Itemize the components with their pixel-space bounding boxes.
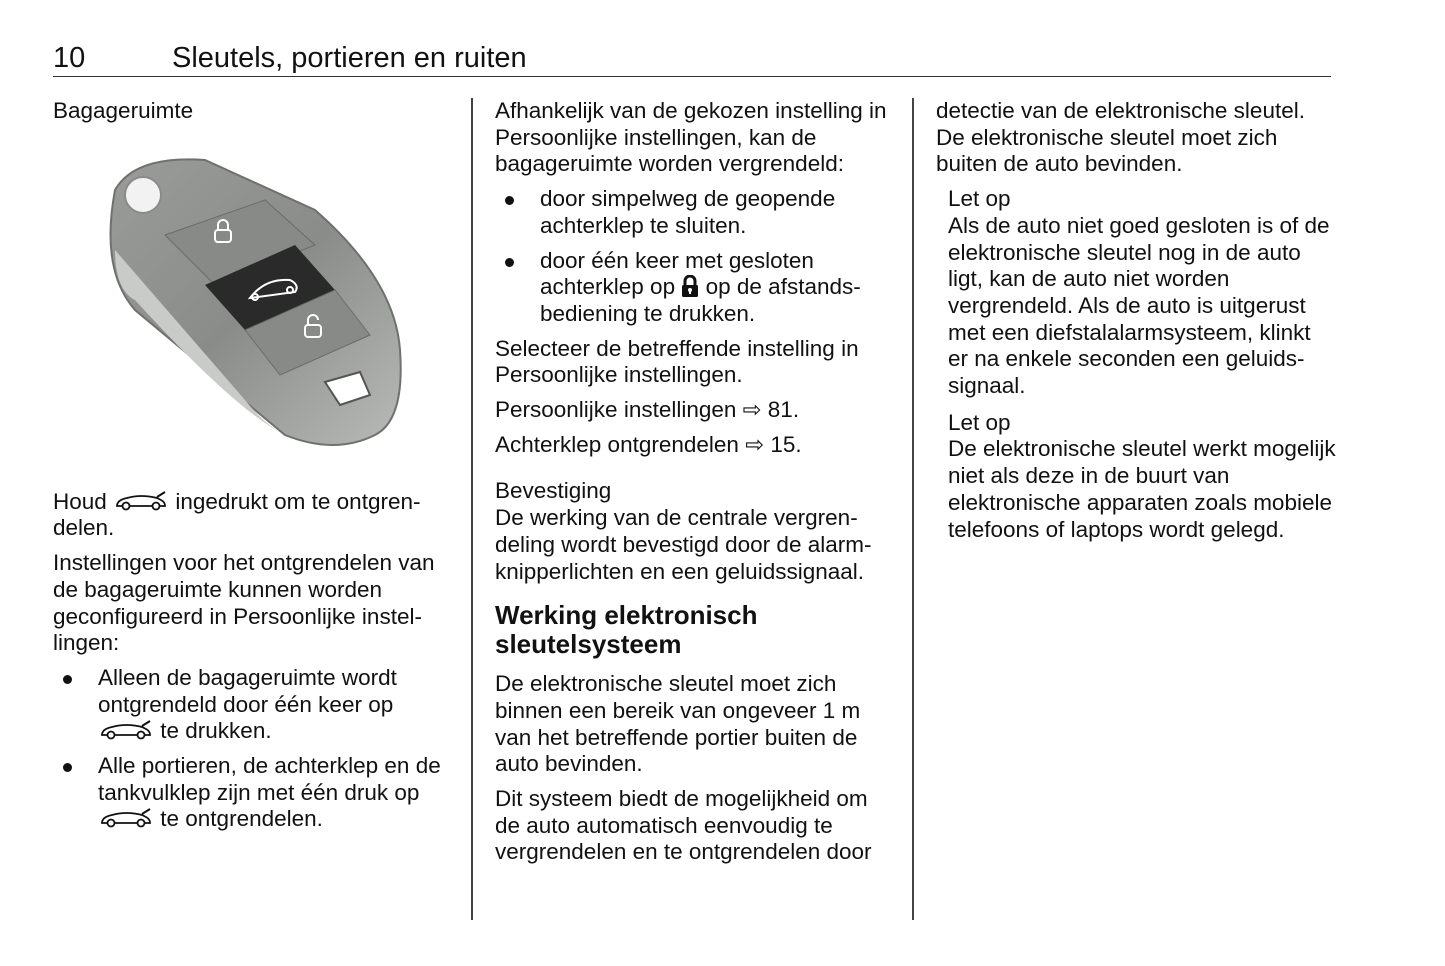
column-divider bbox=[912, 98, 914, 920]
bullet-icon bbox=[63, 763, 72, 772]
list-item: door simpelweg de geopende achterklep te sluiten. bbox=[495, 186, 895, 239]
tailgate-icon bbox=[98, 719, 154, 741]
paragraph: Dit systeem biedt de mogelijkheid om de auto automatisch eenvoudig te vergrendelen en te ontgrendelen door bbox=[495, 786, 872, 865]
note-title: Let op bbox=[948, 186, 1011, 212]
list-item: door één keer met gesloten achterklep op op de afstands-bediening te drukken. bbox=[495, 248, 895, 328]
bullet-list bbox=[495, 186, 895, 328]
tailgate-icon bbox=[113, 490, 169, 512]
bullet-list bbox=[53, 665, 453, 833]
subheading-bevestiging: Bevestiging bbox=[495, 478, 612, 504]
tailgate-icon bbox=[98, 807, 154, 829]
paragraph: Selecteer de betreffende instelling in Persoonlijke instellingen. bbox=[495, 335, 859, 388]
note-box bbox=[936, 186, 1336, 400]
section-title: Werking elektronisch sleutelsysteem bbox=[495, 600, 758, 660]
page-number: 10 bbox=[53, 42, 86, 74]
list-item: Alle portieren, de achterklep en de tankvulklep zijn met één druk op te ontgrendelen. bbox=[53, 753, 453, 833]
paragraph: Afhankelijk van de gekozen instelling in Persoonlijke instellingen, kan de bagageruimte worden vergrendeld: bbox=[495, 98, 887, 177]
note-title: Let op bbox=[948, 409, 1011, 435]
keyfob-illustration bbox=[95, 150, 415, 460]
column-2 bbox=[495, 98, 895, 874]
chapter-title: Sleutels, portieren en ruiten bbox=[172, 42, 527, 74]
page-header bbox=[53, 40, 1331, 77]
note-text: De elektronische sleutel werkt mogelijk niet als deze in de buurt van elektronische apparaten zoals mobiele telefoons of laptops wordt gelegd. bbox=[948, 436, 1336, 542]
column-divider bbox=[471, 98, 473, 920]
column-3 bbox=[936, 98, 1336, 553]
paragraph: Instellingen voor het ontgrendelen van de bagageruimte kunnen worden geconfigureerd in Persoonlijke instel-lingen: bbox=[53, 550, 435, 656]
paragraph: Houd ingedrukt om te ontgren-delen. bbox=[53, 488, 421, 541]
list-item: Alleen de bagageruimte wordt ontgrendeld door één keer op te drukken. bbox=[53, 665, 453, 745]
bullet-icon bbox=[505, 258, 514, 267]
lock-icon bbox=[681, 275, 699, 297]
cross-reference[interactable]: Persoonlijke instellingen ⇨ 81. bbox=[495, 397, 800, 423]
bullet-icon bbox=[63, 675, 72, 684]
cross-reference[interactable]: Achterklep ontgrendelen ⇨ 15. bbox=[495, 431, 802, 457]
note-box bbox=[936, 410, 1336, 544]
note-text: Als de auto niet goed gesloten is of de elektronische sleutel nog in de auto ligt, kan de auto niet worden vergrendeld. Als de auto is uitgerust met een diefstalalarmsysteem, klinkt er na enkele seconden een geluids-signaal. bbox=[948, 212, 1330, 399]
arrow-right-icon: ⇨ bbox=[742, 397, 762, 423]
bullet-icon bbox=[505, 196, 514, 205]
paragraph: De elektronische sleutel moet zich binnen een bereik van ongeveer 1 m van het betreffende portier buiten de auto bevinden. bbox=[495, 671, 861, 777]
arrow-right-icon: ⇨ bbox=[745, 431, 765, 457]
paragraph: detectie van de elektronische sleutel. De elektronische sleutel moet zich buiten de auto bevinden. bbox=[936, 98, 1305, 177]
paragraph: De werking van de centrale vergren-deling wordt bevestigd door de alarm-knipperlichten en een geluidssignaal. bbox=[495, 505, 872, 584]
section-heading-bagageruimte: Bagageruimte bbox=[53, 98, 194, 123]
